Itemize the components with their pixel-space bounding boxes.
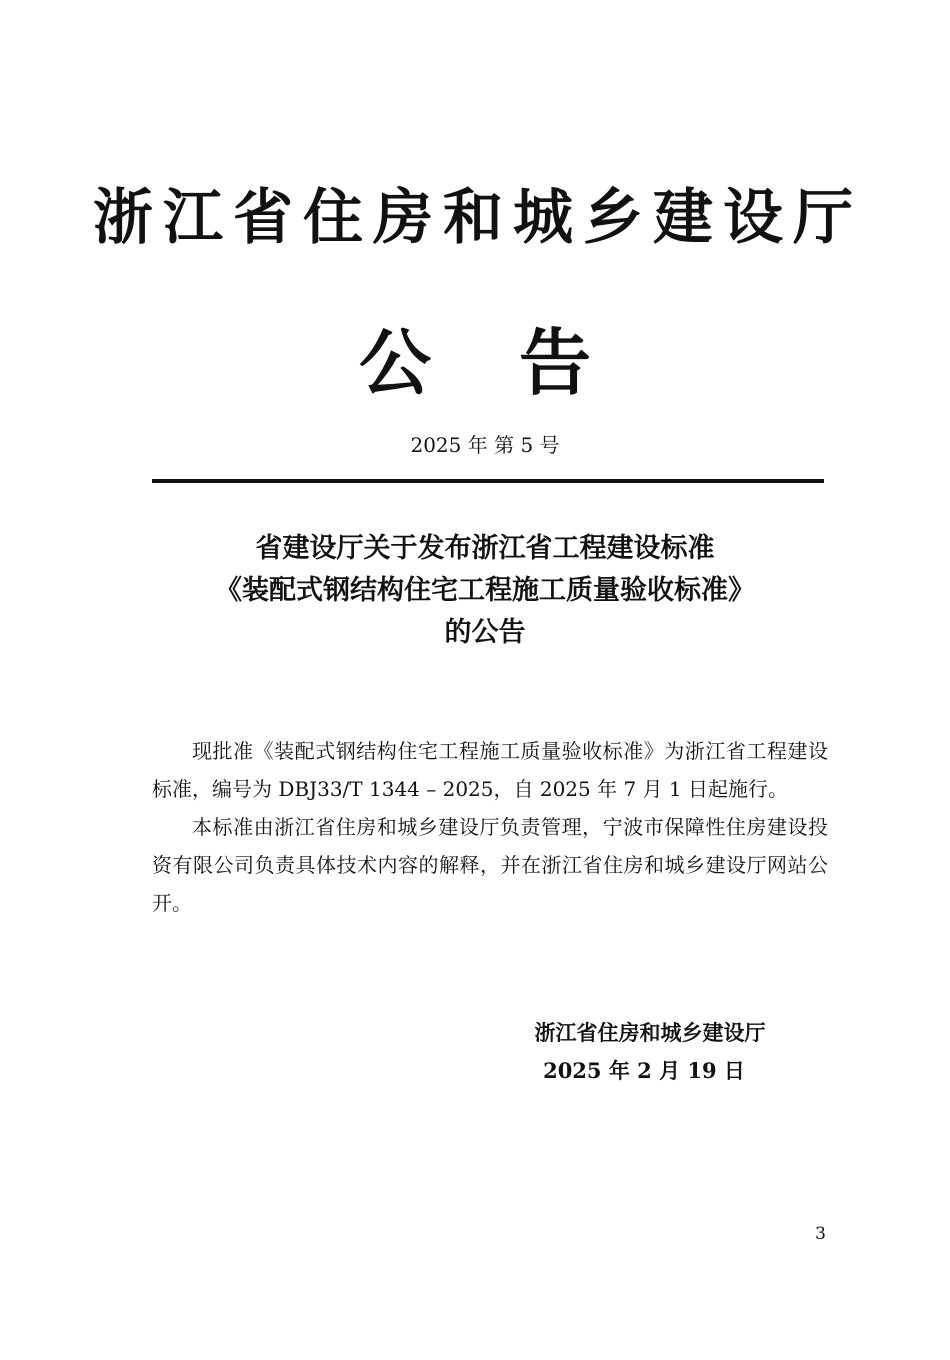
notice-title-line-1: 省建设厅关于发布浙江省工程建设标准 <box>255 533 715 564</box>
body-paragraph-2: 本标准由浙江省住房和城乡建设厅负责管理，宁波市保障性住房建设投资有限公司负责具体技术内容的解释，并在浙江省住房和城乡建设厅网站公开。 <box>152 815 828 915</box>
document-number: 2025 年 第 5 号 <box>410 433 560 457</box>
notice-body <box>152 732 828 922</box>
notice-title <box>0 528 950 654</box>
body-paragraph-1: 现批准《装配式钢结构住宅工程施工质量验收标准》为浙江省工程建设标准，编号为 DBJ33/T 1344 – 2025，自 2025 年 7 月 1 日起施行。 <box>152 739 828 801</box>
signature-date: 2025 年 2 月 19 日 <box>543 1058 745 1083</box>
document-type-title <box>0 318 950 408</box>
document-type-char-1: 公 <box>358 321 431 405</box>
notice-title-line-2: 《装配式钢结构住宅工程施工质量验收标准》 <box>215 575 755 606</box>
document-type-char-2: 告 <box>519 321 592 405</box>
notice-title-line-3: 的公告 <box>444 617 526 648</box>
header-divider <box>152 479 824 483</box>
signature-organization: 浙江省住房和城乡建设厅 <box>534 1021 766 1045</box>
page-number: 3 <box>815 1224 826 1244</box>
issuing-organization-header: 浙江省住房和城乡建设厅 <box>93 183 863 253</box>
